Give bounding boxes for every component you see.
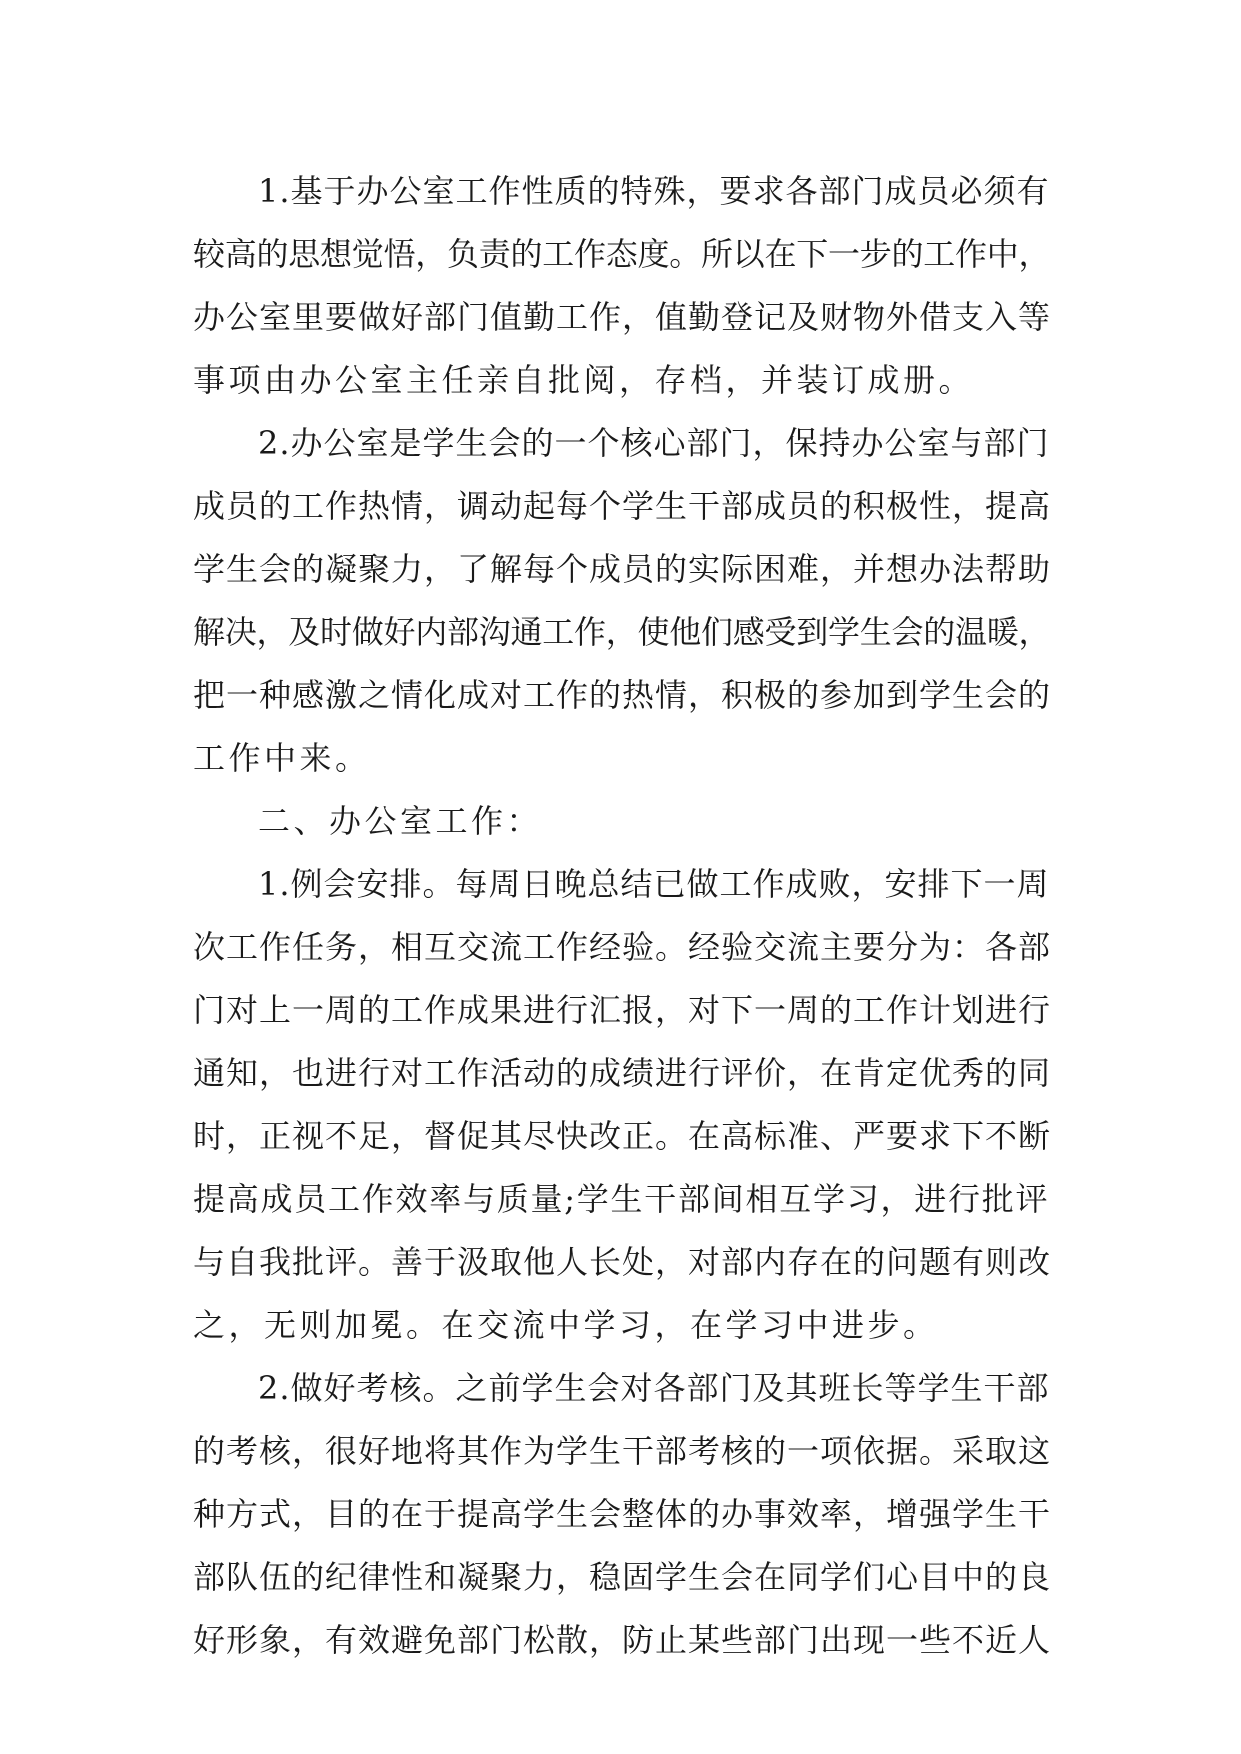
paragraph	[193, 1357, 1053, 1672]
paragraph-line: 的考核，很好地将其作为学生干部考核的一项依据。采取这	[193, 1432, 1052, 1470]
paragraph-line: 时，正视不足，督促其尽快改正。在高标准、严要求下不断	[193, 1117, 1052, 1155]
paragraph-line: 办公室里要做好部门值勤工作，值勤登记及财物外借支入等	[193, 298, 1052, 336]
paragraph-line: 较高的思想觉悟，负责的工作态度。所以在下一步的工作中，	[193, 235, 1051, 273]
paragraph-line: 与自我批评。善于汲取他人长处，对部内存在的问题有则改	[193, 1243, 1052, 1281]
paragraph-first-line: 二、办公室工作：	[258, 802, 543, 840]
paragraph-line: 之，无则加冕。在交流中学习，在学习中进步。	[193, 1306, 939, 1344]
paragraph	[193, 790, 1053, 853]
paragraph-first-line: 2.做好考核。之前学生会对各部门及其班长等学生干部	[258, 1369, 1050, 1407]
paragraph-line: 学生会的凝聚力，了解每个成员的实际困难，并想办法帮助	[193, 550, 1052, 588]
paragraph-first-line: 1.例会安排。每周日晚总结已做工作成败，安排下一周	[258, 865, 1050, 903]
paragraph-line: 部队伍的纪律性和凝聚力，稳固学生会在同学们心目中的良	[193, 1558, 1052, 1596]
paragraph-line: 提高成员工作效率与质量;学生干部间相互学习，进行批评	[193, 1180, 1050, 1218]
paragraph-line: 好形象，有效避免部门松散，防止某些部门出现一些不近人	[193, 1621, 1052, 1659]
document-body	[193, 160, 1053, 1672]
paragraph-line: 成员的工作热情，调动起每个学生干部成员的积极性，提高	[193, 487, 1052, 525]
paragraph-line: 通知，也进行对工作活动的成绩进行评价，在肯定优秀的同	[193, 1054, 1052, 1092]
paragraph-line: 种方式，目的在于提高学生会整体的办事效率，增强学生干	[193, 1495, 1052, 1533]
paragraph-line: 门对上一周的工作成果进行汇报，对下一周的工作计划进行	[193, 991, 1052, 1029]
paragraph-line: 事项由办公室主任亲自批阅，存档，并装订成册。	[193, 361, 975, 399]
paragraph-line: 次工作任务，相互交流工作经验。经验交流主要分为：各部	[193, 928, 1052, 966]
paragraph-line: 把一种感激之情化成对工作的热情，积极的参加到学生会的	[193, 676, 1052, 714]
paragraph-line: 工作中来。	[193, 739, 371, 777]
paragraph-first-line: 2.办公室是学生会的一个核心部门，保持办公室与部门	[258, 424, 1050, 462]
paragraph	[193, 853, 1053, 1357]
paragraph	[193, 160, 1053, 412]
paragraph	[193, 412, 1053, 790]
paragraph-line: 解决，及时做好内部沟通工作，使他们感受到学生会的温暖，	[193, 613, 1051, 651]
paragraph-first-line: 1.基于办公室工作性质的特殊，要求各部门成员必须有	[258, 172, 1050, 210]
